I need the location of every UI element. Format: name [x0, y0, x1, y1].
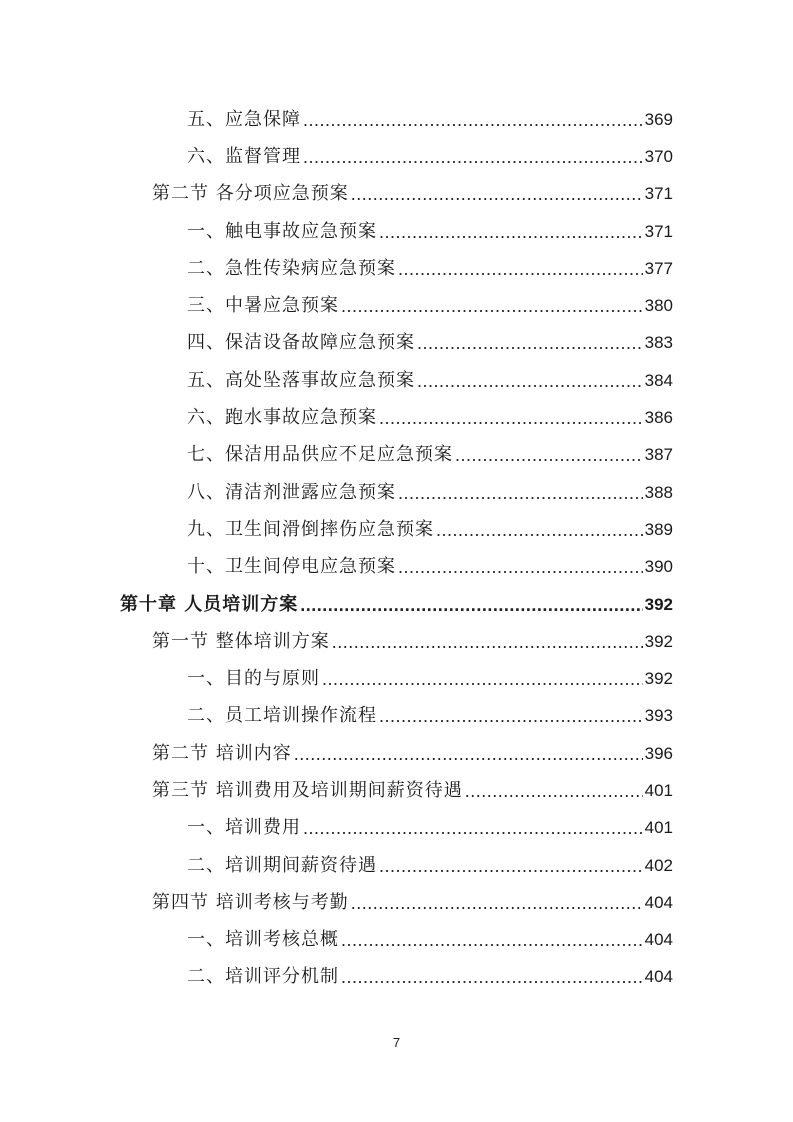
toc-subsection-entry[interactable]	[0, 698, 793, 735]
toc-entry-title: 第一节 整体培训方案	[152, 630, 330, 652]
toc-subsection-entry[interactable]	[0, 101, 793, 138]
toc-entry-title: 二、急性传染病应急预案	[187, 257, 396, 279]
toc-entry-title: 二、员工培训操作流程	[187, 705, 377, 727]
toc-section-entry[interactable]	[0, 623, 793, 660]
toc-subsection-entry[interactable]	[0, 250, 793, 287]
toc-dot-leader	[300, 594, 642, 616]
table-of-contents	[0, 101, 793, 996]
toc-dot-leader	[351, 183, 643, 205]
toc-entry-title: 第十章 人员培训方案	[120, 593, 299, 615]
toc-entry-page: 388	[644, 482, 673, 502]
toc-dot-leader	[303, 146, 643, 168]
toc-entry-title: 四、保洁设备故障应急预案	[187, 332, 415, 354]
toc-entry-title: 五、高处坠落事故应急预案	[187, 369, 415, 391]
toc-entry-title: 三、中暑应急预案	[187, 295, 339, 317]
toc-subsection-entry[interactable]	[0, 399, 793, 436]
toc-entry-title: 五、应急保障	[187, 108, 301, 130]
toc-entry-page: 370	[644, 146, 673, 166]
toc-entry-title: 一、目的与原则	[187, 668, 320, 690]
toc-dot-leader	[379, 221, 643, 243]
toc-section-entry[interactable]	[0, 884, 793, 921]
toc-subsection-entry[interactable]	[0, 287, 793, 324]
toc-section-entry[interactable]	[0, 735, 793, 772]
toc-dot-leader	[398, 258, 643, 280]
toc-dot-leader	[303, 109, 643, 131]
toc-dot-leader	[341, 966, 643, 988]
toc-dot-leader	[379, 855, 643, 877]
toc-entry-page: 401	[644, 818, 673, 838]
toc-entry-title: 一、触电事故应急预案	[187, 220, 377, 242]
toc-entry-page: 393	[644, 706, 673, 726]
toc-dot-leader	[465, 780, 643, 802]
toc-entry-page: 404	[644, 967, 673, 987]
toc-dot-leader	[379, 705, 643, 727]
toc-entry-page: 404	[644, 892, 673, 912]
toc-subsection-entry[interactable]	[0, 549, 793, 586]
toc-entry-title: 二、培训评分机制	[187, 966, 339, 988]
toc-entry-page: 371	[644, 221, 673, 241]
toc-subsection-entry[interactable]	[0, 847, 793, 884]
toc-subsection-entry[interactable]	[0, 959, 793, 996]
toc-entry-title: 第四节 培训考核与考勤	[152, 891, 349, 913]
toc-dot-leader	[303, 817, 643, 839]
toc-entry-page: 404	[644, 930, 673, 950]
toc-entry-page: 386	[644, 408, 673, 428]
toc-entry-title: 六、监督管理	[187, 145, 301, 167]
toc-dot-leader	[417, 332, 643, 354]
toc-entry-title: 十、卫生间停电应急预案	[187, 556, 396, 578]
toc-entry-title: 第二节 各分项应急预案	[152, 183, 349, 205]
toc-entry-page: 380	[644, 296, 673, 316]
toc-subsection-entry[interactable]	[0, 511, 793, 548]
toc-entry-title: 一、培训费用	[187, 817, 301, 839]
toc-entry-page: 402	[644, 855, 673, 875]
toc-dot-leader	[398, 482, 643, 504]
toc-dot-leader	[398, 556, 643, 578]
toc-subsection-entry[interactable]	[0, 362, 793, 399]
toc-dot-leader	[455, 444, 643, 466]
toc-entry-title: 第三节 培训费用及培训期间薪资待遇	[152, 779, 463, 801]
toc-subsection-entry[interactable]	[0, 138, 793, 175]
toc-entry-title: 六、跑水事故应急预案	[187, 407, 377, 429]
toc-chapter-entry[interactable]	[0, 586, 793, 623]
toc-subsection-entry[interactable]	[0, 213, 793, 250]
toc-subsection-entry[interactable]	[0, 474, 793, 511]
toc-entry-title: 九、卫生间滑倒摔伤应急预案	[187, 518, 434, 540]
page-number: 7	[392, 1035, 401, 1050]
toc-entry-title: 八、清洁剂泄露应急预案	[187, 481, 396, 503]
toc-entry-page: 384	[644, 370, 673, 390]
toc-entry-page: 387	[644, 445, 673, 465]
toc-entry-page: 396	[644, 743, 673, 763]
toc-entry-page: 392	[644, 594, 673, 614]
toc-subsection-entry[interactable]	[0, 325, 793, 362]
toc-dot-leader	[332, 631, 643, 653]
toc-entry-title: 一、培训考核总概	[187, 929, 339, 951]
toc-entry-page: 392	[644, 669, 673, 689]
toc-entry-title: 第二节 培训内容	[152, 742, 292, 764]
toc-dot-leader	[436, 519, 643, 541]
toc-entry-page: 389	[644, 519, 673, 539]
toc-subsection-entry[interactable]	[0, 810, 793, 847]
toc-dot-leader	[351, 892, 643, 914]
toc-dot-leader	[341, 929, 643, 951]
toc-subsection-entry[interactable]	[0, 922, 793, 959]
toc-entry-page: 392	[644, 631, 673, 651]
toc-dot-leader	[379, 407, 643, 429]
toc-entry-title: 七、保洁用品供应不足应急预案	[187, 444, 453, 466]
toc-entry-page: 401	[644, 780, 673, 800]
toc-entry-page: 390	[644, 557, 673, 577]
toc-dot-leader	[417, 370, 643, 392]
toc-entry-page: 371	[644, 184, 673, 204]
toc-entry-page: 377	[644, 258, 673, 278]
toc-entry-title: 二、培训期间薪资待遇	[187, 854, 377, 876]
toc-dot-leader	[294, 743, 643, 765]
toc-dot-leader	[322, 668, 643, 690]
toc-subsection-entry[interactable]	[0, 437, 793, 474]
toc-dot-leader	[341, 295, 643, 317]
toc-section-entry[interactable]	[0, 176, 793, 213]
toc-entry-page: 383	[644, 333, 673, 353]
toc-section-entry[interactable]	[0, 772, 793, 809]
toc-entry-page: 369	[644, 109, 673, 129]
toc-subsection-entry[interactable]	[0, 660, 793, 697]
